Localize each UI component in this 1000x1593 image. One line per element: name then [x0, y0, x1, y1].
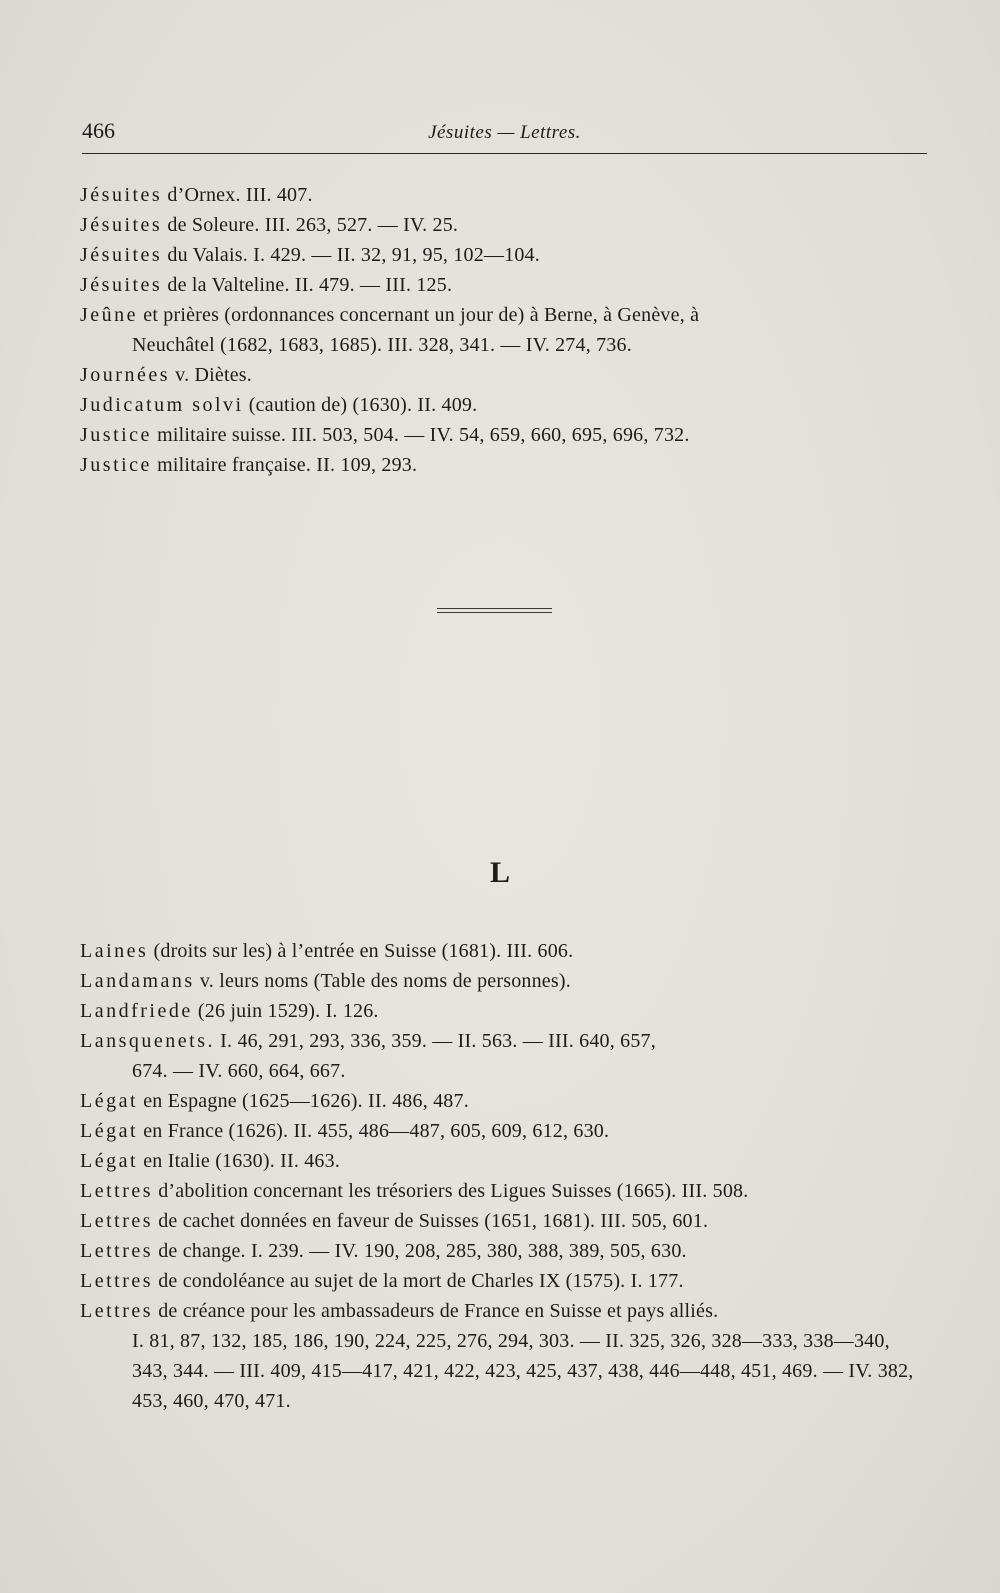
section-letter: L: [489, 856, 510, 889]
entry-keyword: Légat: [80, 1150, 139, 1172]
index-entry: [80, 360, 930, 390]
index-entry: [80, 1146, 930, 1176]
index-entry: [80, 300, 930, 360]
entry-continuation: Neuchâtel (1682, 1683, 1685). III. 328, 341. — IV. 274, 736.: [132, 334, 632, 356]
index-entry: [80, 1266, 930, 1296]
index-entry: [80, 1086, 930, 1116]
index-entry: [80, 936, 930, 966]
index-entry: [80, 420, 930, 450]
index-entry: [80, 1206, 930, 1236]
separator-line: [437, 612, 552, 613]
entry-text: militaire française. II. 109, 293.: [151, 454, 418, 476]
index-entries-j: [80, 180, 930, 480]
index-entry: [80, 1116, 930, 1146]
page-header: [82, 112, 927, 152]
entry-keyword: Justice: [80, 424, 152, 446]
entry-text: et prières (ordonnances concernant un jour de) à Berne, à Genève, à: [138, 304, 700, 326]
entry-text: du Valais. I. 429. — II. 32, 91, 95, 102—104.: [162, 244, 540, 266]
entry-continuation: 674. — IV. 660, 664, 667.: [132, 1060, 346, 1082]
entry-keyword: Landfriede: [80, 1000, 193, 1022]
header-rule: [82, 153, 927, 154]
entry-keyword: Journées: [80, 364, 170, 386]
entry-keyword: Légat: [80, 1120, 139, 1142]
index-entry: [80, 1026, 930, 1086]
index-entry: [80, 390, 930, 420]
index-entry: [80, 1296, 930, 1416]
index-entry: [80, 270, 930, 300]
entry-text: de la Valteline. II. 479. — III. 125.: [162, 274, 453, 296]
entry-text: en Espagne (1625—1626). II. 486, 487.: [138, 1090, 469, 1112]
entry-text: de créance pour les ambassadeurs de France en Suisse et pays alliés.: [153, 1300, 719, 1322]
entry-text: (26 juin 1529). I. 126.: [192, 1000, 379, 1022]
index-entry: [80, 1176, 930, 1206]
entry-keyword: Jeûne: [80, 304, 139, 326]
index-entry: [80, 996, 930, 1026]
entry-keyword: Justice: [80, 454, 152, 476]
entry-text: en Italie (1630). II. 463.: [138, 1150, 341, 1172]
entry-keyword: Légat: [80, 1090, 139, 1112]
entry-text: en France (1626). II. 455, 486—487, 605, 609, 612, 630.: [138, 1120, 610, 1142]
entry-keyword: Lettres: [80, 1240, 154, 1262]
section-separator: [437, 608, 552, 614]
entry-text: militaire suisse. III. 503, 504. — IV. 54, 659, 660, 695, 696, 732.: [151, 424, 690, 446]
entry-text: (droits sur les) à l’entrée en Suisse (1681). III. 606.: [148, 940, 574, 962]
index-entry: [80, 180, 930, 210]
index-entries-l: [80, 936, 930, 1416]
entry-keyword: Jésuites: [80, 184, 163, 206]
index-entry: [80, 966, 930, 996]
entry-continuation: I. 81, 87, 132, 185, 186, 190, 224, 225, 276, 294, 303. — II. 325, 326, 328—333, 338—340, 343, 344. — III. 409, 415—417, 421, 422, 423, 425, 437, 438, 446—448, 451, 469. — IV. 382, 453, 460, 470, 471.: [132, 1330, 914, 1412]
entry-keyword: Lettres: [80, 1210, 154, 1232]
entry-text: de cachet données en faveur de Suisses (1651, 1681). III. 505, 601.: [153, 1210, 709, 1232]
entry-keyword: Lansquenets.: [80, 1030, 215, 1052]
entry-keyword: Judicatum solvi: [80, 394, 244, 416]
index-entry: [80, 210, 930, 240]
entry-keyword: Jésuites: [80, 244, 163, 266]
entry-keyword: Lettres: [80, 1300, 154, 1322]
entry-text: I. 46, 291, 293, 336, 359. — II. 563. — III. 640, 657,: [214, 1030, 656, 1052]
page-number: 466: [82, 118, 115, 143]
index-entry: [80, 240, 930, 270]
entry-text: de Soleure. III. 263, 527. — IV. 25.: [162, 214, 459, 236]
entry-keyword: Landamans: [80, 970, 195, 992]
entry-text: d’Ornex. III. 407.: [162, 184, 313, 206]
entry-text: v. leurs noms (Table des noms de personnes).: [194, 970, 571, 992]
separator-line: [437, 608, 552, 609]
index-entry: [80, 450, 930, 480]
entry-text: v. Diètes.: [169, 364, 252, 386]
entry-keyword: Jésuites: [80, 274, 163, 296]
entry-keyword: Lettres: [80, 1180, 154, 1202]
entry-text: (caution de) (1630). II. 409.: [243, 394, 478, 416]
entry-text: de change. I. 239. — IV. 190, 208, 285, 380, 388, 389, 505, 630.: [153, 1240, 687, 1262]
entry-keyword: Laines: [80, 940, 149, 962]
index-entry: [80, 1236, 930, 1266]
running-title: Jésuites — Lettres.: [428, 122, 581, 143]
entry-keyword: Lettres: [80, 1270, 154, 1292]
entry-text: d’abolition concernant les trésoriers des Ligues Suisses (1665). III. 508.: [153, 1180, 749, 1202]
entry-text: de condoléance au sujet de la mort de Charles IX (1575). I. 177.: [153, 1270, 684, 1292]
entry-keyword: Jésuites: [80, 214, 163, 236]
